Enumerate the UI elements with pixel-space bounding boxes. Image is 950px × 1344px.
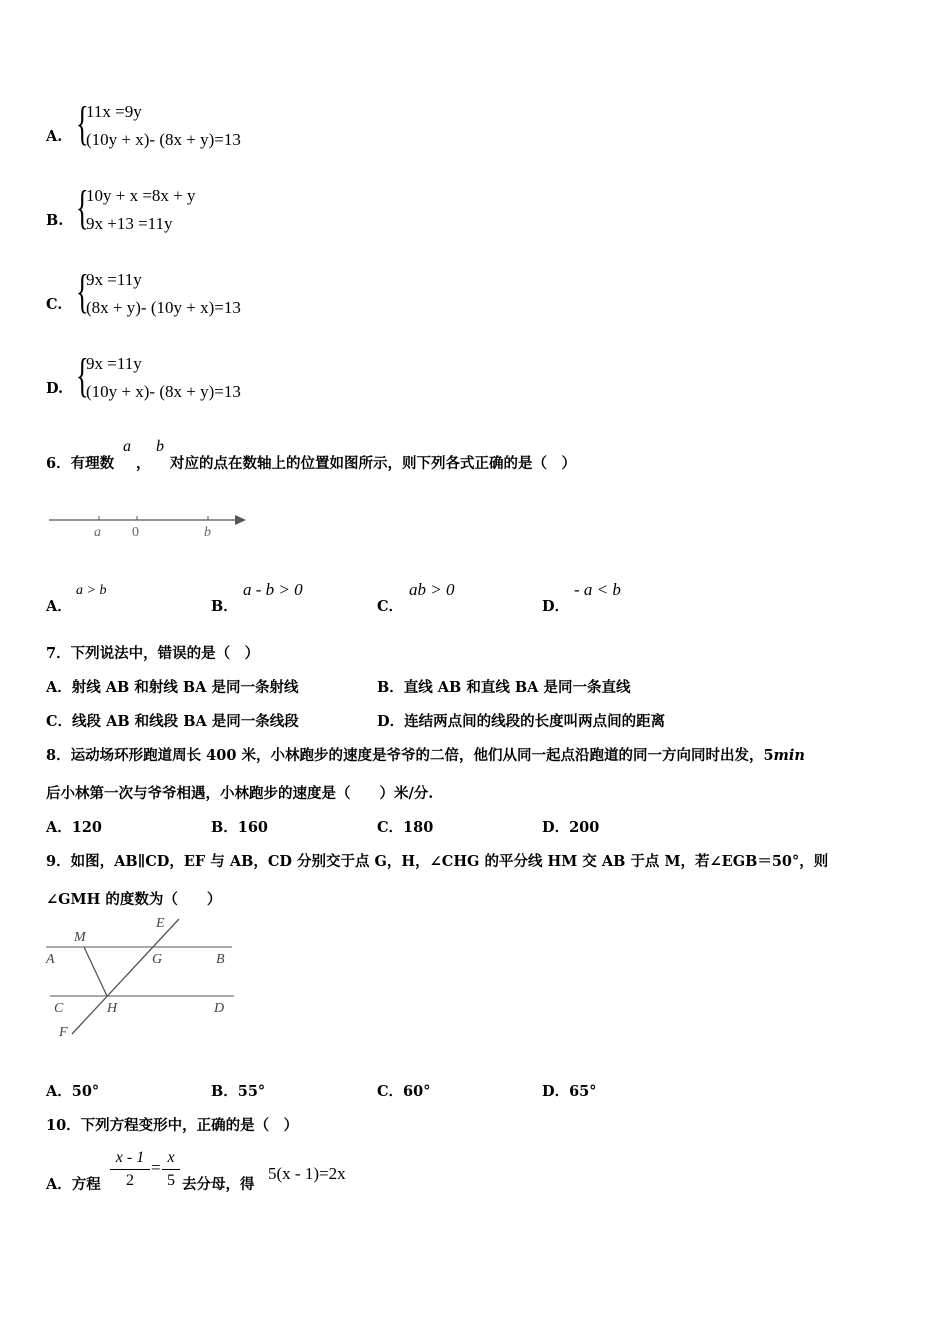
- option-label: C.: [46, 296, 63, 313]
- label-e: E: [156, 916, 165, 931]
- option-a: A．120: [46, 819, 103, 836]
- label-a: A: [46, 952, 55, 967]
- option-a: A．射线 AB 和射线 BA 是同一条射线: [46, 679, 299, 696]
- equation-2: 9x +13 =11y: [86, 214, 173, 233]
- variable-b: b: [156, 438, 164, 455]
- number-line-figure: [46, 508, 256, 544]
- option-a-result: 5(x - 1)=2x: [268, 1164, 346, 1183]
- unit-min: min: [773, 747, 805, 764]
- equation-1: 10y + x =8x + y: [86, 186, 196, 205]
- question-line-1: 9．如图，AB∥CD，EF 与 AB，CD 分别交于点 G，H，∠CHG 的平分线 HM 交 AB 于点 M，若∠EGB＝50°，则: [46, 853, 829, 870]
- question-stem: 7．下列说法中，错误的是（ ）: [46, 645, 260, 662]
- brace: {: [76, 265, 89, 318]
- axis-label-b: b: [204, 525, 211, 540]
- option-c: C．线段 AB 和线段 BA 是同一条线段: [46, 713, 299, 730]
- option-c-expr: ab > 0: [409, 580, 455, 599]
- question-stem: 10．下列方程变形中，正确的是（ ）: [46, 1117, 299, 1134]
- fraction-2-numerator: x: [167, 1149, 175, 1166]
- option-d: D．65°: [542, 1083, 597, 1100]
- option-label: A.: [46, 128, 63, 145]
- label-m: M: [74, 930, 86, 945]
- fraction-1: [110, 1148, 150, 1191]
- option-label: B.: [46, 212, 64, 229]
- option-a: A．50°: [46, 1083, 100, 1100]
- option-a-expr: a > b: [76, 583, 107, 598]
- option-label: D.: [46, 380, 64, 397]
- option-a-label: A．方程: [46, 1176, 101, 1193]
- label-c: C: [54, 1001, 64, 1016]
- separator: ，: [136, 455, 151, 472]
- option-b-expr: a - b > 0: [243, 580, 303, 599]
- variable-a: a: [123, 438, 131, 455]
- question-line-1: [46, 744, 805, 765]
- equals-sign: =: [151, 1158, 161, 1177]
- label-f: F: [59, 1025, 68, 1040]
- parallel-lines-figure: [44, 912, 240, 1042]
- option-c-label: C．: [377, 598, 404, 615]
- option-c: C．180: [377, 819, 434, 836]
- option-d: D．200: [542, 819, 600, 836]
- equation-1: 9x =11y: [86, 270, 142, 289]
- fraction-bar: [162, 1169, 180, 1170]
- label-h: H: [107, 1001, 118, 1016]
- equation-1: 11x =9y: [86, 102, 142, 121]
- line-ef: [72, 919, 179, 1034]
- line-hm: [84, 947, 107, 996]
- arrow-head: [235, 515, 246, 525]
- option-d: D．连结两点间的线段的长度叫两点间的距离: [377, 713, 666, 730]
- question-number: 6．有理数: [46, 455, 115, 472]
- fraction-1-denominator: 2: [126, 1172, 134, 1189]
- brace: {: [76, 181, 89, 234]
- option-b: B．55°: [211, 1083, 266, 1100]
- question-line-2: ∠GMH 的度数为（ ）: [46, 891, 222, 908]
- option-d-label: D．: [542, 598, 570, 615]
- fraction-2-denominator: 5: [167, 1172, 175, 1189]
- equation-1: 9x =11y: [86, 354, 142, 373]
- equation-2: (10y + x)- (8x + y)=13: [86, 382, 241, 401]
- fraction-bar: [110, 1169, 150, 1170]
- label-b: B: [216, 952, 225, 967]
- equation-2: (10y + x)- (8x + y)=13: [86, 130, 241, 149]
- question-text: 8．运动场环形跑道周长 400 米，小林跑步的速度是爷爷的二倍，他们从同一起点沿跑道的同一方向同时出发，5: [46, 747, 774, 764]
- option-a-text: 去分母，得: [182, 1176, 255, 1193]
- brace: {: [76, 97, 89, 150]
- option-b-label: B．: [211, 598, 238, 615]
- axis-label-zero: 0: [132, 525, 139, 540]
- option-b: B．160: [211, 819, 269, 836]
- fraction-2: [162, 1148, 180, 1191]
- option-c: C．60°: [377, 1083, 431, 1100]
- label-g: G: [152, 952, 163, 967]
- label-d: D: [214, 1001, 225, 1016]
- option-b: B．直线 AB 和直线 BA 是同一条直线: [377, 679, 631, 696]
- question-line-2: 后小林第一次与爷爷相遇，小林跑步的速度是（ ）米/分.: [46, 785, 434, 802]
- axis-label-a: a: [94, 525, 101, 540]
- question-stem: 对应的点在数轴上的位置如图所示，则下列各式正确的是（ ）: [170, 455, 576, 472]
- option-a-label: A．: [46, 598, 72, 615]
- fraction-1-numerator: x - 1: [115, 1149, 145, 1166]
- option-d-expr: - a < b: [574, 580, 621, 599]
- brace: {: [76, 349, 89, 402]
- equation-2: (8x + y)- (10y + x)=13: [86, 298, 241, 317]
